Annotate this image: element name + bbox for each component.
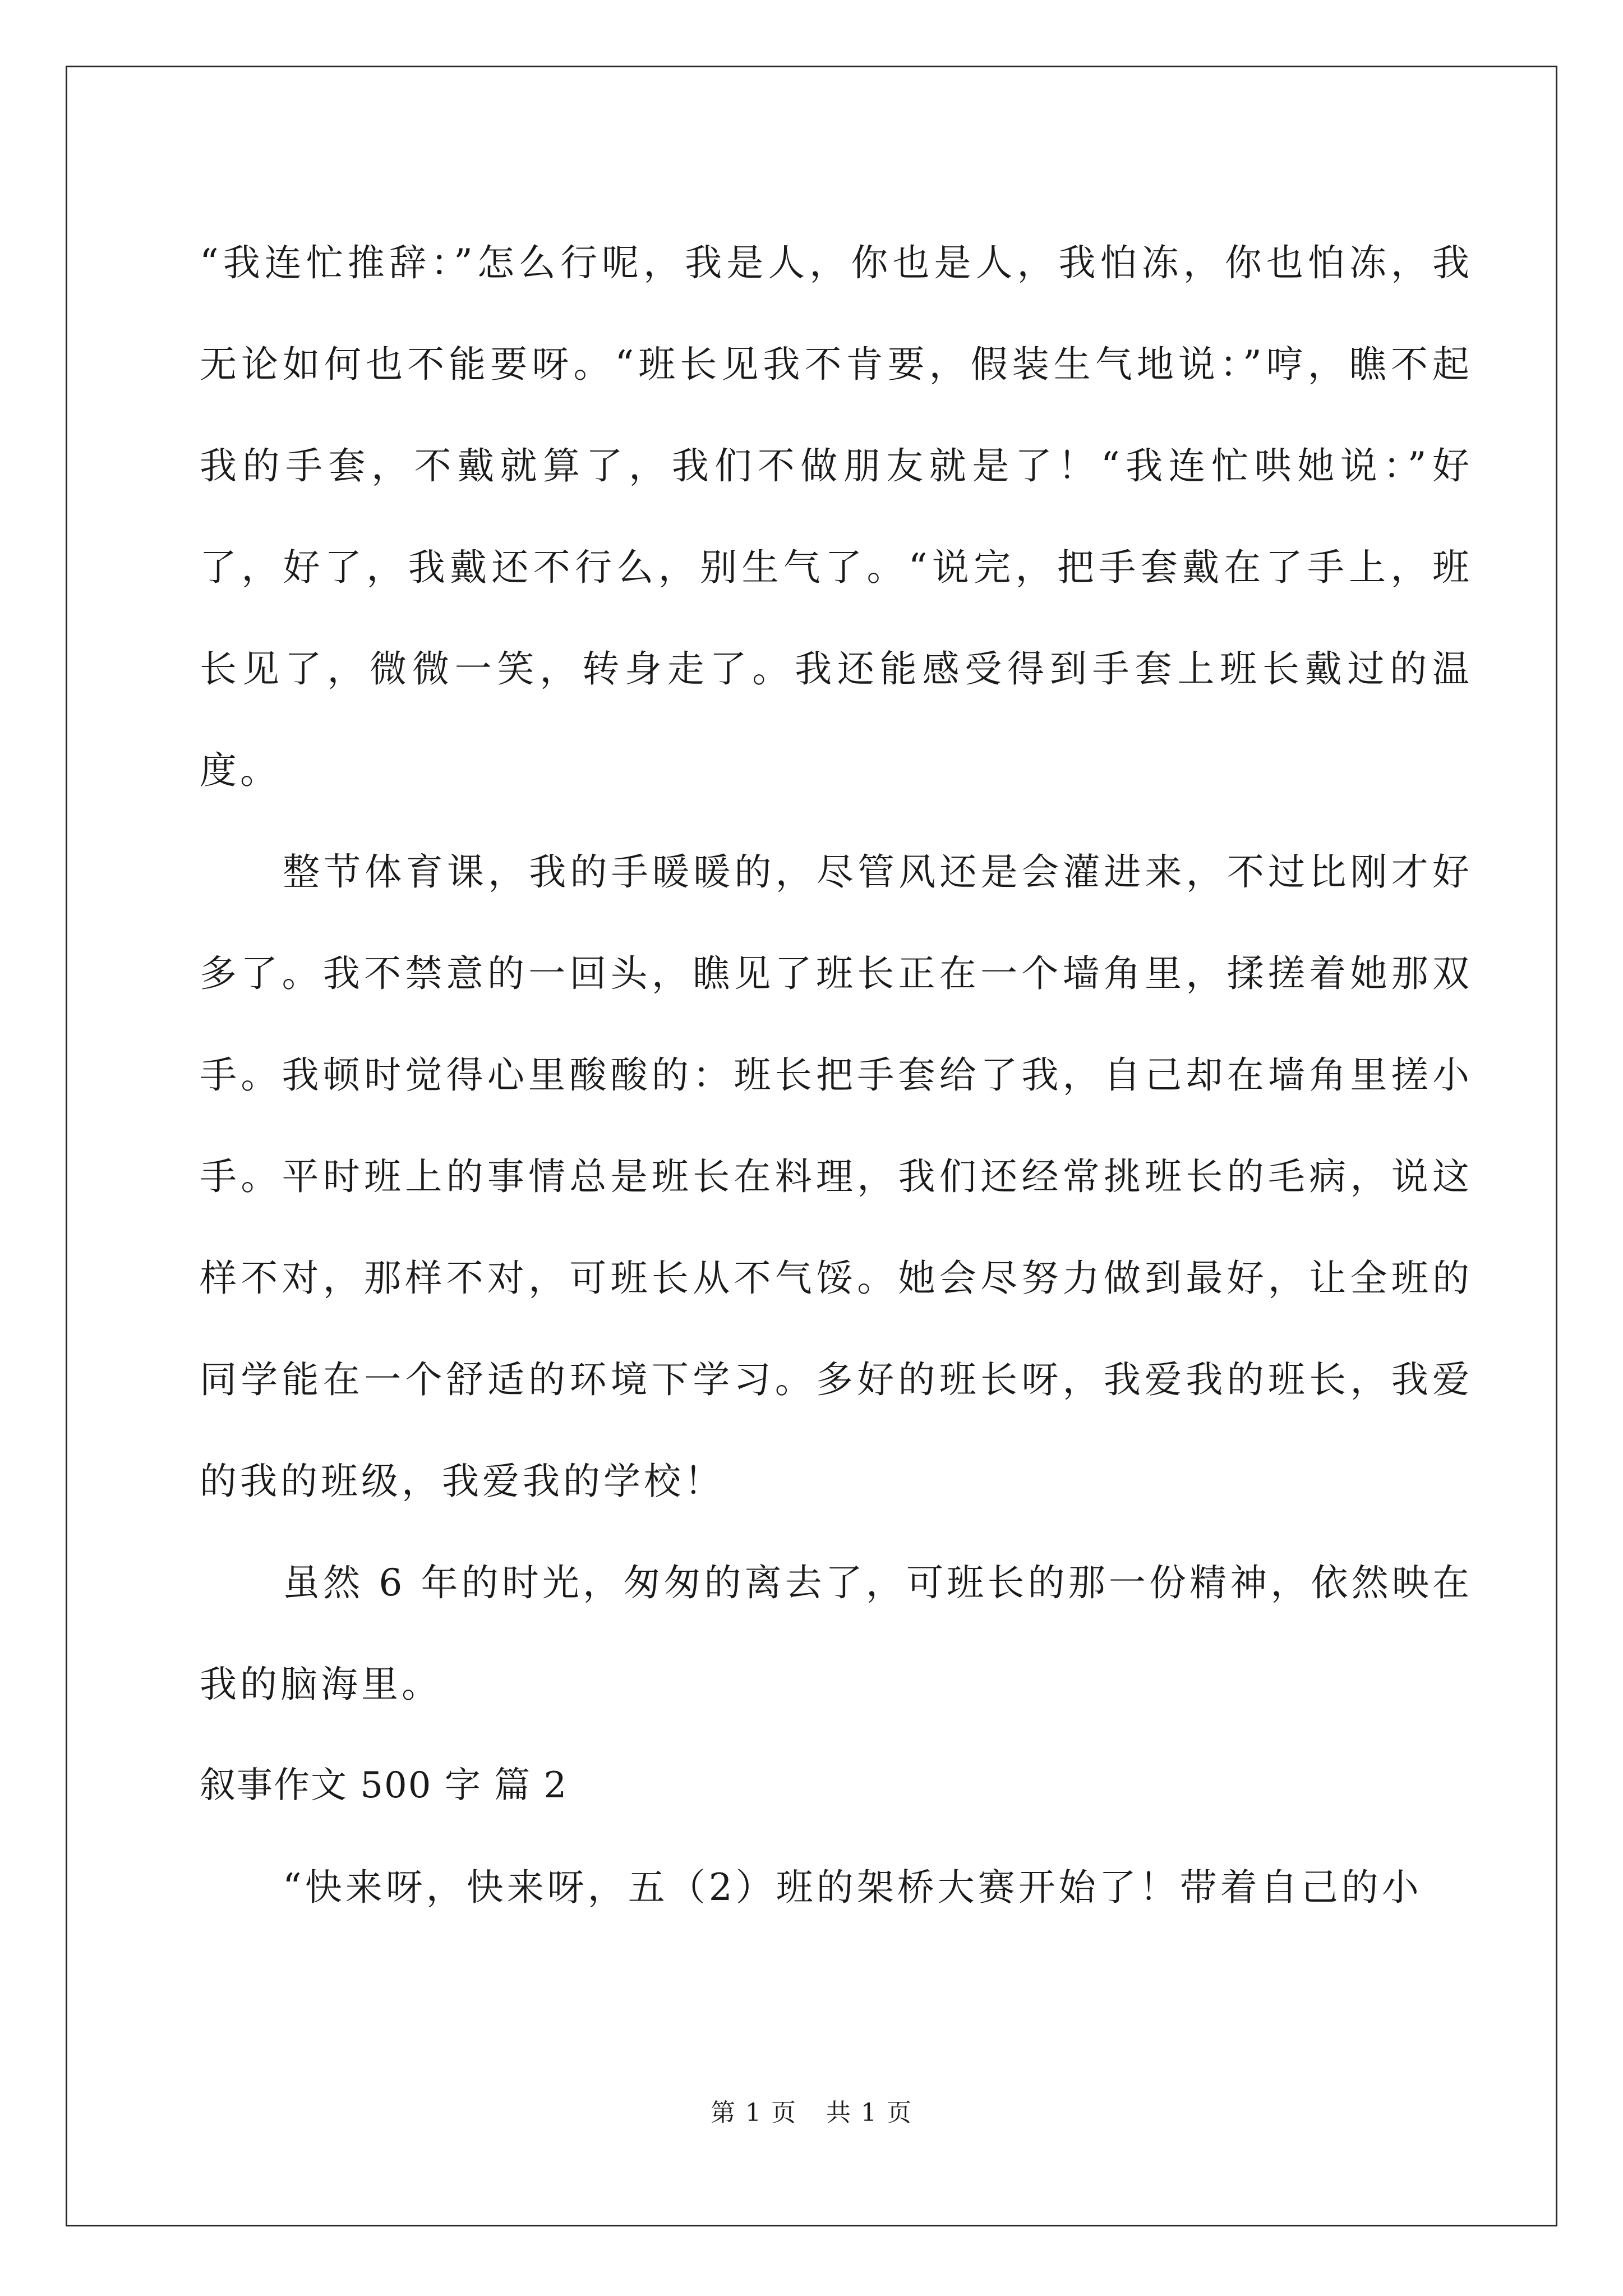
section-heading: 叙事作文 500 字 篇 2 — [200, 1765, 568, 1806]
document-body — [200, 212, 1473, 1938]
page-total: 共 1 页 — [826, 2099, 912, 2127]
page-footer — [0, 2092, 1623, 2128]
paragraph-1: “我连忙推辞：”怎么行呢，我是人，你也是人，我怕冻，你也怕冻，我无论如何也不能要呀。“班长见我不肯要，假装生气地说：”哼，瞧不起我的手套，不戴就算了，我们不做朋友就是了！“我连忙哄她说：”好了，好了，我戴还不行么，别生气了。“说完，把手套戴在了手上，班长见了，微微一笑，转身走了。我还能感受得到手套上班长戴过的温度。 — [200, 241, 1473, 792]
paragraph-2: 整节体育课，我的手暖暖的，尽管风还是会灌进来，不过比刚才好多了。我不禁意的一回头，瞧见了班长正在一个墙角里，揉搓着她那双手。我顿时觉得心里酸酸的：班长把手套给了我，自己却在墙角里搓小手。平时班上的事情总是班长在料理，我们还经常挑班长的毛病，说这样不对，那样不对，可班长从不气馁。她会尽努力做到最好，让全班的同学能在一个舒适的环境下学习。多好的班长呀，我爱我的班长，我爱的我的班级，我爱我的学校！ — [200, 850, 1473, 1503]
paragraph-3: 虽然 6 年的时光，匆匆的离去了，可班长的那一份精神，依然映在我的脑海里。 — [200, 1561, 1473, 1706]
paragraph-4: “快来呀，快来呀，五（2）班的架桥大赛开始了！带着自己的小 — [283, 1866, 1422, 1909]
page-number: 第 1 页 — [711, 2099, 797, 2127]
